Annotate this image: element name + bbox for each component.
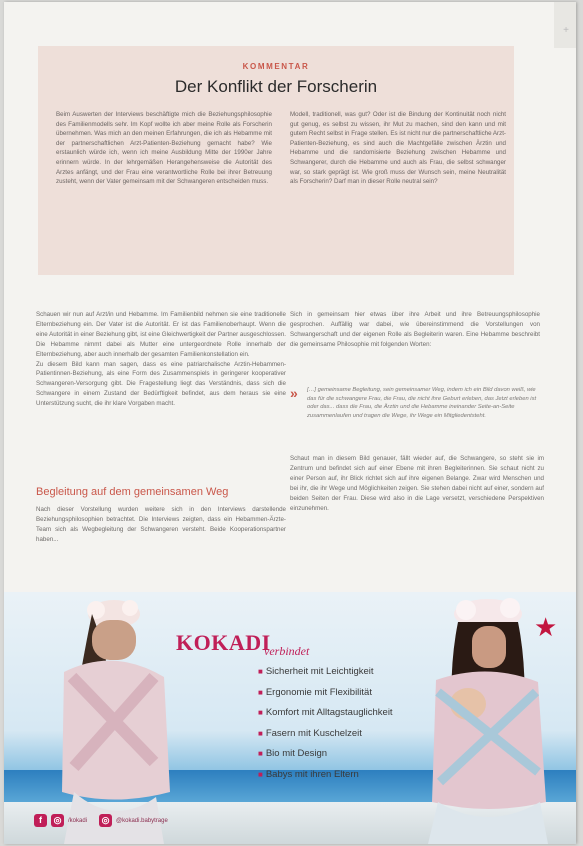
bullet-icon: ■: [258, 749, 263, 759]
article-paragraph: Schauen wir nun auf Arzt/in und Hebamme. Im Familienbild nehmen sie eine traditionelle Elternbeziehung ein. Der Vater ist die Autorität. Er ist das Familienoberhaupt. Wenn die eine Autorität in einer Beziehung gibt, ist eine Gleichwertigkeit der Partner ausgeschlossen. Die Hebamme nimmt dabei als Mutter eine untergeordnete Rolle innerhalb der Elternbeziehung, aber auch innerhalb der gesamten Familienkonstellation ein.: [36, 311, 286, 358]
bullet-icon: ■: [258, 769, 263, 779]
kommentar-kicker: KOMMENTAR: [242, 62, 310, 71]
ad-social-links: [34, 814, 176, 827]
article-paragraph: Nach dieser Vorstellung wurden weitere sich in den Interviews darstellende Beziehungsphilosophien betrachtet. Die Interviews zeigten, dass ein Hebammen-Ärzte-Team sich als Wegbegleitung der Schwangeren versteht. Beide Kooperationspartner haben...: [36, 506, 286, 543]
facebook-icon[interactable]: f: [34, 814, 47, 827]
kommentar-right-text: Modell, traditionell, was gut? Oder ist die Bindung der Kontinuität noch nicht gut genug, es selbst zu wissen, ihr Mut zu machen, sind den kann und mit gutem Recht selbst in Frage stellen. Es ist nicht nur die partnerschaftliche Arzt-Patienten-Beziehung, es sind auch die Machtgefälle zwischen Ärztin und Hebamme und die randomisierte Beziehung zwischen Hebamme und Schwangerer, durch die Hebamme und auch als Frau, die selbst schwanger war, so stark geprägt ist. Wie groß muss der Wunsch sein, meine Neutralität als Forscherin? Darf man in dieser Rolle neutral sein?: [290, 111, 506, 186]
article-paragraph: Schaut man in diesem Bild genauer, fällt wieder auf, die Schwangere, so steht sie im Zentrum und befindet sich auf einer Ebene mit ihren Begleiterinnen. Sie schaut nicht zu einer Person auf, ihr Blick richtet sich auf ihre eigenen Belange. Zwar wird Menschen und bei ihr, die ihr Wege und Möglichkeiten zeigen. Sie stehen dabei nicht auf einer, sondern auf beiden Seiten der Frau. Diese wird also in die Lage versetzt, verschiedene Perspektiven einzunehmen.: [290, 455, 544, 512]
article-paragraph: Zu diesem Bild kann man sagen, dass es eine patriarchalische Arztin-Hebammen-Patientinnen-Beziehung, als eine Form des Zusammenspiels in geringerer kooperativer Schwangeren-Versorgung gibt. Die Fragestellung liegt das Verständnis, dass sich die Schwangere in einem Zustand der Bedürftigkeit befindet, aus dem heraus sie eine Unterstützung sucht, die ihr klare Vorgaben macht.: [36, 360, 286, 408]
page-corner: [554, 2, 576, 48]
ad-brand-logo: KOKADI: [176, 630, 271, 655]
kommentar-left-text: Beim Auswerten der Interviews beschäftigte mich die Beziehungsphilosophie des Familienmodells sehr. Im Kopf wollte ich aber meine Rolle als Forscherin übernehmen. Was mich an den meinen Erfahrungen, die ich als Hebamme mit der partnerschaftlichen Arzt-Patienten-Beziehung gemacht habe? Wie erstaunlich würde ich, wenn ich meine Ausbildung Mitte der 1990er Jahre erinnern würde. In der lehrgemäßen Herangehensweise die Autorität des Arztes anfängt, und der Frau eine verantwortliche Rolle bei ihrer Betreuung zusteht, wenn der Vater gemeinsam mit der Schwangeren entscheiden muss.: [56, 111, 272, 186]
instagram-handle[interactable]: @kokadi.babytrage: [116, 817, 168, 824]
ad-feature-item: ■ Ergonomie mit Flexibilität: [258, 686, 372, 698]
woman-with-carrier-image-left: [44, 592, 184, 844]
quote-text: […] gemeinsame Begleitung, sein gemeinsamer Weg, indem ich ein Bild davon weiß, wie das für die schwangere Frau, die Frau, die nicht ihre Geburt erleben, das Jetzt erleben ist oder das... dass die Frau, die Ärztin und die Hebamme ineinander Seite-an-Seite zusammenlaufen und tragen die Wege, ihr Wege ein Mitgliedentsteht.: [307, 387, 537, 419]
ad-feature-item: ■ Komfort mit Alltagstauglichkeit: [258, 707, 393, 719]
bullet-icon: ■: [258, 667, 263, 676]
instagram-icon[interactable]: ◎: [51, 814, 64, 827]
quote-mark-icon: »: [290, 385, 298, 401]
bullet-icon: ■: [258, 728, 263, 738]
kommentar-title: Der Konflikt der Forscherin: [174, 77, 378, 96]
article-paragraph: Sich in gemeinsam hier etwas über ihre Arbeit und ihre Betreuungsphilosophie gesprochen. Auffällig war dabei, wie übereinstimmend die Vorstellungen von Schwangerschaft und der eigenen Rolle als Begleiterin waren. Eine Hebamme beschreibt die gemeinsame Philosophie mit folgenden Worten:: [290, 311, 540, 348]
article-subheading: Begleitung auf dem gemeinsamen Weg: [36, 486, 229, 498]
magazine-page: [4, 2, 576, 844]
kokadi-advertisement[interactable]: [4, 592, 576, 844]
facebook-handle[interactable]: /kokadi: [68, 817, 88, 824]
bullet-icon: ■: [258, 708, 263, 718]
star-icon: ★: [534, 612, 558, 642]
ad-feature-item: ■ Sicherheit mit Leichtigkeit: [258, 666, 374, 677]
ad-feature-list: [258, 666, 393, 790]
kommentar-box: [38, 46, 514, 275]
article-left-column: [36, 310, 286, 409]
ad-brand-tagline: verbindet: [264, 644, 310, 658]
instagram-icon[interactable]: ◎: [99, 814, 112, 827]
ad-feature-item: ■ Fasern mit Kuschelzeit: [258, 727, 362, 739]
article-right-column: [290, 310, 540, 350]
ad-feature-item: ■ Bio mit Design: [258, 748, 328, 760]
page-plus-icon: +: [563, 25, 569, 36]
ad-feature-item: ■ Babys mit ihren Eltern: [258, 768, 359, 780]
bullet-icon: ■: [258, 687, 263, 697]
